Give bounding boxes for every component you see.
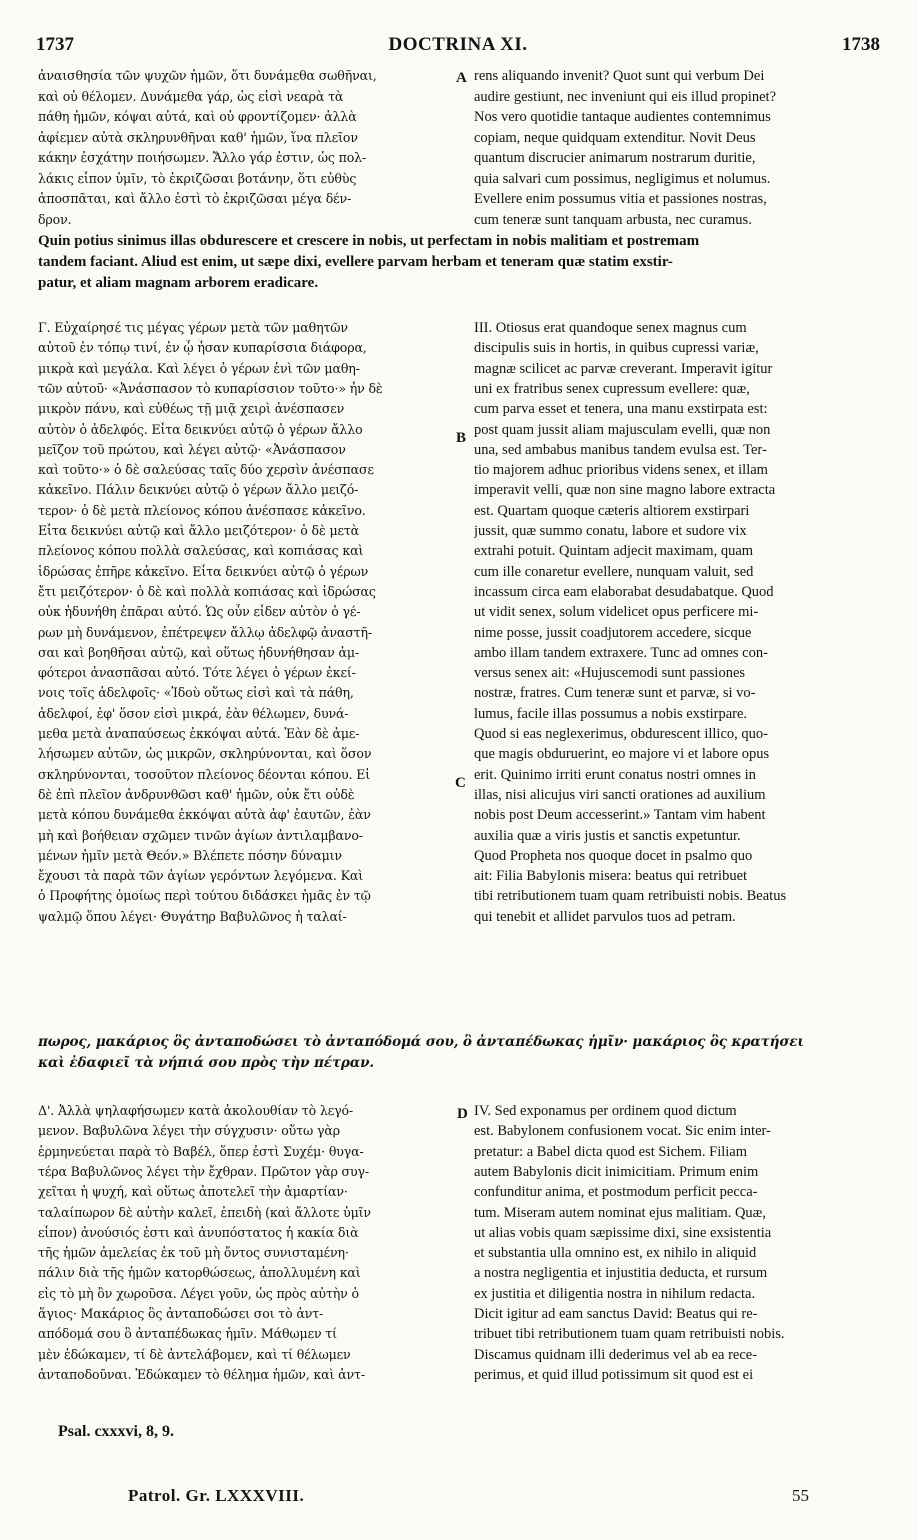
greek-mid-line: ὁ Προφήτης ὁμοίως περὶ τούτου διδάσκει ἡμᾶς ἐν τῷ [38,888,371,904]
page-number-left: 1737 [36,34,74,55]
wide-greek-line: πωρος, μακάριος ὃς ἀνταποδώσει τὸ ἀνταπόδομά σου, ὃ ἀνταπέδωκας ἡμῖν· μακάριος ὃς κρατήσει [38,1034,804,1050]
latin-top-line: Nos vero quotidie tantaque audientes contemnimus [474,109,771,125]
greek-mid-line: μεῖζον τοῦ πρώτου, καὶ λέγει αὐτῷ· «Ἀνάσπασον [38,441,346,457]
greek-bottom-line: τέρα Βαβυλῶνος λέγει τὴν ἔχθραν. Πρῶτον γὰρ συγ- [38,1163,369,1179]
greek-mid-line: μετὰ κόπου δυνάμεθα ἐκκόψαι αὐτὰ ἀφ' ἑαυτῶν, ἐὰν [38,807,371,823]
latin-mid-line: cum ille conaretur evellere, nunquam valuit, sed [474,563,754,580]
greek-bottom-line: ἅγιος· Μακάριος ὃς ἀνταποδώσει σοι τὸ ἀντ- [38,1306,324,1321]
greek-bottom-line: ἑρμηνεύεται παρὰ τὸ Βαβέλ, ὅπερ ἐστὶ Συχέμ· θυγα- [38,1143,364,1159]
latin-top-line: Evellere enim possumus vitia et passiones nostras, [474,191,767,207]
latin-top-line: quantum discrucier animarum nostrarum duritie, [474,150,756,166]
latin-mid-line: ambo illam tandem extraxere. Tunc ad omnes con- [474,644,768,661]
greek-mid-line: αὐτὸν ὁ ἀδελφός. Εἶτα δεικνύει αὐτῷ ὁ γέρων ἄλλο [38,421,363,437]
greek-bottom-line: Δ'. Ἀλλὰ ψηλαφήσωμεν κατὰ ἀκολουθίαν τὸ λεγό- [38,1103,354,1118]
margin-marker-d: D [457,1106,468,1122]
greek-bottom-line: πάλιν διὰ τῆς ἡμῶν κατορθώσεως, ἀπολλυμένη καὶ [38,1265,361,1281]
margin-marker-b: B [456,430,467,446]
greek-mid-line: ἱδρώσας ἐπῆρε κἀκεῖνο. Εἶτα δεικνύει αὐτῷ ὁ γέρων [38,563,369,579]
latin-mid-line: imperavit velli, quæ non sine magno labore extracta [474,482,776,499]
greek-mid-line: μεθα μετὰ ἀναπαύσεως ἐκκόψαι αὐτά. Ἐὰν δὲ ἀμε- [38,726,360,741]
greek-mid-line: σκληρύνονται, τοσοῦτον πλείονος δέονται κόπου. Εἰ [38,766,371,782]
greek-bottom-line: απόδομά σου ὃ ἀνταπέδωκας ἡμῖν. Μάθωμεν τί [38,1326,337,1342]
greek-mid-line: πλείονος κόπου πολλὰ σαλεύσας, καὶ κοπιάσας καὶ [38,543,364,559]
greek-top-line: κάκην ἐσχάτην ποιήσωμεν. Ἄλλο γάρ ἐστιν, ὡς πολ- [38,150,367,165]
greek-mid-line: μένων ἡμῖν μετὰ Θεόν.» Βλέπετε πόσην δύναμιν [38,847,342,863]
latin-top-line: copiam, neque quidquam extenditur. Novit Deus [474,129,756,146]
latin-mid-line: nime posse, jussit coadjutorem accedere, sicque [474,624,752,641]
latin-mid-line: ut vidit senex, solum videlicet opus perficere mi- [474,604,759,621]
latin-bottom-line: confunditur anima, et postmodum perficit pecca- [474,1184,758,1201]
latin-mid-line: que magis obduruerint, eo majore vi et labore opus [474,746,770,763]
latin-bottom-line: ex justitia et diligentia nostra in nihilum redacta. [474,1285,756,1302]
running-title: DOCTRINA XI. [388,34,528,55]
latin-top-line: cum teneræ sunt tanquam arbusta, nec curamus. [474,211,752,228]
latin-bottom-line: pretatur: a Babel dicta quod est Sichem. Filiam [474,1143,748,1160]
greek-mid-line: μικρὰ καὶ μεγάλα. Καὶ λέγει ὁ γέρων ἑνὶ τῶν μαθη- [38,360,360,376]
latin-bottom-line: est. Babylonem confusionem vocat. Sic enim inter- [474,1123,771,1140]
sheet-number: 55 [792,1486,809,1505]
greek-mid-line: μὴ καὶ βοήθειαν σχῶμεν τινῶν ἁγίων ἀντιλαμβανο- [38,827,363,843]
greek-bottom-line: τῆς ἡμῶν ἀμελείας ἐκ τοῦ μὴ ὄντος συνισταμένη· [38,1245,349,1261]
greek-top-line: ἀναισθησία τῶν ψυχῶν ἡμῶν, ὅτι δυνάμεθα σωθῆναι, [38,68,377,83]
latin-bottom-line: tum. Miseram autem nominat ejus malitiam. Quæ, [474,1204,766,1221]
greek-mid-line: μικρὸν πάνυ, καὶ εὐθέως τῇ μιᾷ χειρὶ ἀνέσπασεν [38,401,345,417]
latin-mid-line: lumus, facile illas possumus a nobis exstirpare. [474,705,748,722]
greek-mid-line: τῶν αὐτοῦ· «Ἀνάσπασον τὸ κυπαρίσσιον τοῦτο·» ἦν δὲ [38,380,383,396]
running-header [36,34,880,60]
latin-bottom-line: autem Babylonis dicit inimicitiam. Primum enim [474,1163,759,1180]
latin-mid-line: est. Quartam quoque cæteris altiorem exstirpari [474,502,750,519]
greek-mid-line: Εἶτα δεικνύει αὐτῷ καὶ ἄλλο μειζότερον· ὁ δὲ μετὰ [38,523,360,538]
greek-top-line: πάθη ἡμῶν, κόψαι αὐτά, καὶ οὐ φροντίζομεν· ἀλλὰ [38,109,357,124]
wide-latin-line: Quin potius sinimus illas obdurescere et crescere in nobis, ut perfectam in nobis malitiam et postremam [38,233,700,249]
latin-mid-line: discipulis suis in hortis, in quibus cupressi variæ, [474,340,759,357]
latin-mid-line: uni ex fratribus senex cupressum evellere: quæ, [474,380,750,397]
margin-marker-c: C [455,775,466,791]
latin-mid-line: cum parva esset et tenera, una manu exstirpata est: [474,401,768,418]
latin-bottom-line: ut alias vobis quam sæpissime dixi, sine exsistentia [474,1224,772,1241]
greek-top-line: ἀποσπᾶται, καὶ ἄλλο ἐστὶ τὸ ἐκριζῶσαι μέγα δέν- [38,191,352,206]
latin-mid-line: nostræ, fratres. Cum teneræ sunt et parvæ, si vo- [474,685,756,702]
latin-mid-line: versus senex ait: «Hujuscemodi sunt passiones [474,665,746,682]
latin-mid-line: auxilia quæ a viris justis et sanctis expetuntur. [474,827,741,844]
latin-bottom-line: IV. Sed exponamus per ordinem quod dictum [474,1103,737,1119]
greek-top-line: ἀφίεμεν αὐτὰ σκληρυνθῆναι καθ' ἡμῶν, ἵνα πλεῖον [38,129,358,145]
greek-mid-line: τερον· ὁ δὲ μετὰ πλείονος κόπου ἀνέσπασε κἀκεῖνο. [38,502,366,518]
greek-mid-line: νοις τοῖς ἀδελφοῖς· «Ἰδοὺ οὕτως εἰσὶ καὶ τὰ πάθη, [38,685,354,701]
latin-mid-line: erit. Quinimo irriti erunt conatus nostri omnes in [474,766,756,783]
greek-mid-line: ρων μὴ δυνάμενον, ἐπέτρεψεν ἄλλῳ ἀδελφῷ ἀναστῆ- [38,624,372,640]
greek-mid-line: κἀκεῖνο. Πάλιν δεικνύει αὐτῷ ὁ γέρων ἄλλο μειζό- [38,482,359,498]
greek-mid-line: Γ. Εὐχαίρησέ τις μέγας γέρων μετὰ τῶν μαθητῶν [38,320,348,335]
latin-mid-line: nobis post Deum accesserint.» Tantam vim habent [474,807,766,824]
greek-mid-line: ἀδελφοί, ἐφ' ὅσον εἰσὶ μικρά, ἐὰν θέλωμεν, δυνά- [38,705,349,721]
greek-mid-line: φότεροι ἀνασπᾶσαι αὐτό. Τότε λέγει ὁ γέρων ἐκεί- [38,665,356,681]
latin-mid-line: qui tenebit et allidet parvulos tuos ad petram. [474,908,736,925]
latin-mid-line: illas, nisi alicujus viri sancti orationes ad auxilium [474,786,766,803]
greek-mid-line: σαι καὶ βοηθῆσαι αὐτῷ, καὶ οὕτως ἠδυνήθησαν ἀμ- [38,644,359,660]
greek-bottom-line: εἶπον) ἀνούσιός ἐστι καὶ ἀνυπόστατος ἡ κακία διὰ [38,1224,359,1240]
greek-bottom-line: χεῖται ἡ ψυχή, καὶ οὕτως ἀποτελεῖ τὴν ἁμαρτίαν· [38,1184,348,1200]
margin-marker-a: A [456,70,467,86]
latin-bottom-line: Dicit igitur ad eam sanctus David: Beatus qui re- [474,1306,758,1322]
greek-bottom-line: εἰς τὸ μὴ ὂν χωροῦσα. Λέγει γοῦν, ὡς πρὸς αὐτὴν ὁ [38,1285,359,1301]
greek-top-line: λάκις εἶπον ὑμῖν, τὸ ἐκριζῶσαι βοτάνην, ὅτι εὐθὺς [38,170,357,186]
latin-mid-line: Quod Propheta nos quoque docet in psalmo quo [474,847,753,864]
latin-bottom-line: et substantia ulla omnino est, ex nihilo in aliquid [474,1245,757,1262]
greek-bottom-line: μενον. Βαβυλῶνα λέγει τὴν σύγχυσιν· οὕτω γὰρ [38,1123,340,1139]
greek-top-line: καὶ οὐ θέλομεν. Δυνάμεθα γάρ, ὡς εἰσὶ νεαρὰ τὰ [38,88,344,104]
greek-mid-line: αὐτοῦ ἐν τόπῳ τινί, ἐν ᾧ ἦσαν κυπαρίσσια διάφορα, [38,340,367,356]
latin-bottom-line: a nostra negligentia et injustitia deducta, et rursum [474,1265,768,1282]
greek-top-line: δρον. [38,211,72,227]
greek-mid-line: ἔτι μειζότερον· ὁ δὲ καὶ πολλὰ κοπιάσας καὶ ἱδρώσας [38,583,376,599]
latin-mid-line: una, sed ambabus manibus tandem evulsa est. Ter- [474,441,767,458]
wide-latin-line: patur, et aliam magnam arborem eradicare. [38,275,319,291]
latin-mid-line: tio majorem adhuc prioribus videns senex, et illam [474,462,768,479]
latin-bottom-line: perimus, et quid illud potissimum sit quod est ei [474,1366,754,1383]
greek-mid-line: δὲ ἐπὶ πλεῖον ἀνδρυνθῶσι καθ' ἡμῶν, οὐκ ἔτι οὐδὲ [38,786,355,802]
latin-mid-line: extrahi potuit. Quintam adjecit maximam, quam [474,543,754,560]
footnote: Psal. cxxxvi, 8, 9. [58,1423,174,1440]
latin-top-line: rens aliquando invenit? Quot sunt qui verbum Dei [474,68,765,84]
latin-mid-line: ait: Filia Babylonis misera: beatus qui retribuet [474,868,748,885]
greek-bottom-line: μὲν ἐδώκαμεν, τί δὲ ἀντελάβομεν, καὶ τί θέλωμεν [38,1346,351,1362]
latin-top-line: quia salvari cum possimus, negligimus et nolumus. [474,170,771,187]
latin-bottom-line: tribuet tibi retributionem tuam quam retribuisti nobis. [474,1326,785,1343]
latin-bottom-line: Discamus quidnam illi dederimus vel ab ea rece- [474,1346,758,1363]
latin-mid-line: tibi retributionem tuam quam retribuisti nobis. Beatus [474,888,787,905]
greek-bottom-line: ταλαίπωρον δὲ αὐτὴν καλεῖ, ἐπειδὴ (καὶ ἄλλοτε ὑμῖν [38,1204,371,1220]
latin-mid-line: Quod si eas neglexerimus, obdurescent illico, quo- [474,726,768,742]
greek-mid-line: λήσωμεν αὐτῶν, ὡς μικρῶν, σκληρύνονται, καὶ ὅσον [38,746,372,762]
greek-mid-line: καὶ τοῦτο·» ὁ δὲ σαλεύσας ταῖς δύο χερσὶν ἀνέσπασε [38,462,374,478]
latin-top-line: audire gestiunt, nec inveniunt qui eis illud propinet? [474,88,777,105]
latin-mid-line: post quam jussit aliam majusculam evelli, quæ non [474,421,771,438]
greek-mid-line: ἔχουσι τὰ παρὰ τῶν ἁγίων γερόντων λεγόμενα. Καὶ [38,868,364,884]
greek-mid-line: ψαλμῷ ὅπου λέγει· Θυγάτηρ Βαβυλῶνος ἡ ταλαί- [38,908,347,924]
latin-mid-line: incassum circa eam elaborabat desudabatque. Quod [474,583,774,600]
wide-latin-line: tandem faciant. Aliud est enim, ut sæpe dixi, evellere parvam herbam et teneram quæ statim exstir- [38,254,673,270]
wide-greek-line: καὶ ἐδαφιεῖ τὰ νήπιά σου πρὸς τὴν πέτραν. [38,1055,374,1071]
latin-mid-line: III. Otiosus erat quandoque senex magnus cum [474,320,747,336]
series-footer: Patrol. Gr. LXXXVIII. [128,1486,305,1505]
latin-mid-line: jussit, quæ summo conatu, labore et sudore vix [474,523,747,539]
page-number-right: 1738 [842,34,880,55]
latin-mid-line: magnæ scilicet ac parvæ creverant. Imperavit igitur [474,360,773,377]
greek-bottom-line: ἀνταποδοῦναι. Ἐδώκαμεν τὸ θέλημα ἡμῶν, καὶ ἀντ- [38,1366,365,1382]
greek-mid-line: οὐκ ἠδυνήθη ἐπᾶραι αὐτό. Ὡς οὖν εἶδεν αὐτὸν ὁ γέ- [38,604,361,620]
